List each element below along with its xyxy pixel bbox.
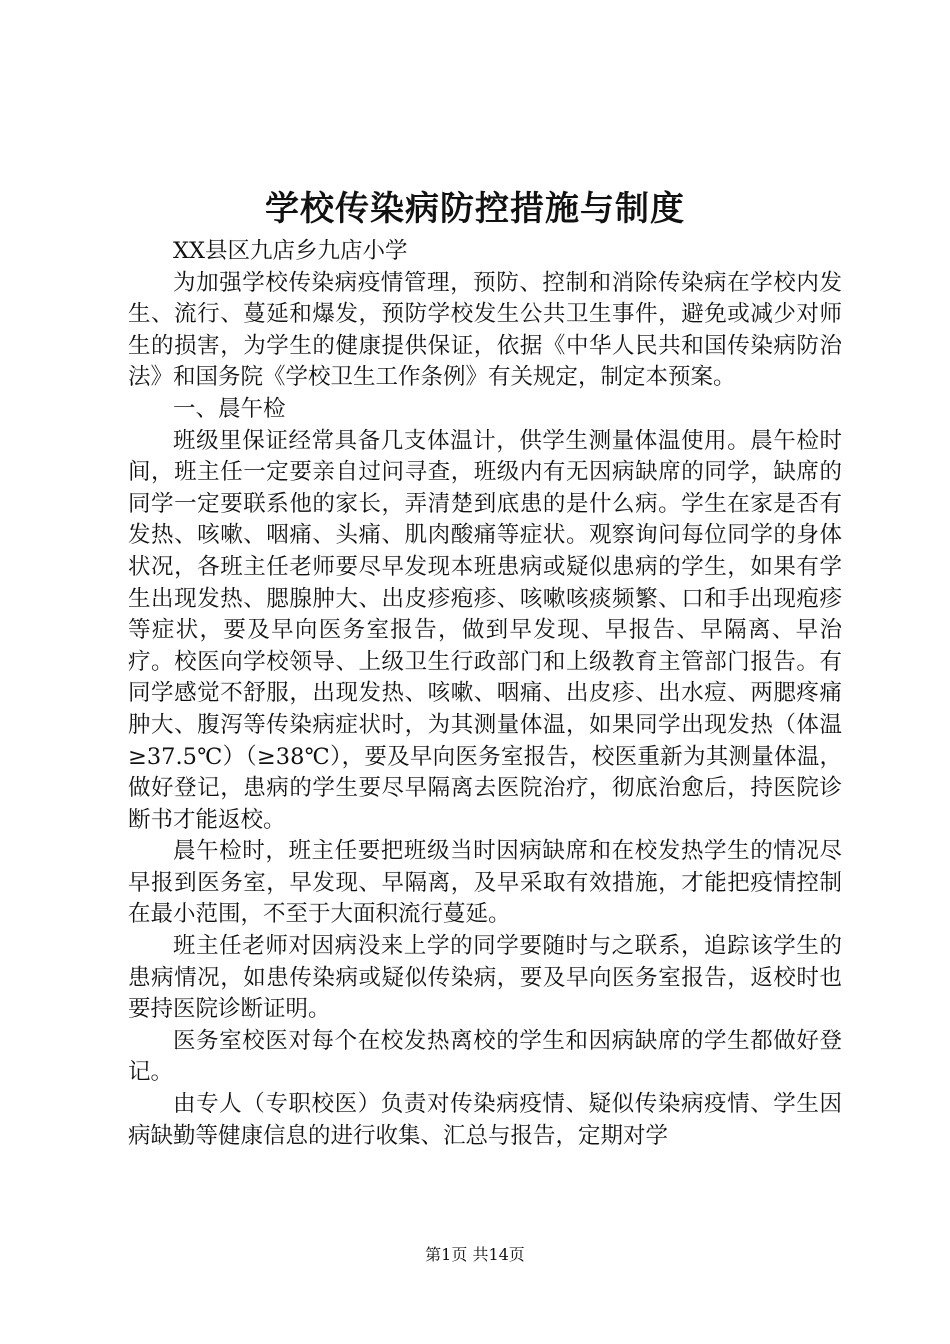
page-number-footer: 第1页 共14页 [425, 1245, 525, 1264]
document-title: 学校传染病防控措施与制度 [265, 189, 685, 229]
body-paragraph: 医务室校医对每个在校发热离校的学生和因病缺席的学生都做好登记。 [128, 1027, 842, 1086]
section-heading: 一、晨午检 [173, 395, 286, 422]
intro-paragraph: 为加强学校传染病疫情管理，预防、控制和消除传染病在学校内发生、流行、蔓延和爆发，预防学校发生公共卫生事件，避免或减少对师生的损害，为学生的健康提供保证，依据《中华人民共和国传染病防治法》和国务院《学校卫生工作条例》有关规定，制定本预案。 [128, 269, 842, 391]
body-paragraph: 班级里保证经常具备几支体温计，供学生测量体温使用。晨午检时间，班主任一定要亲自过问寻查，班级内有无因病缺席的同学，缺席的同学一定要联系他的家长，弄清楚到底患的是什么病。学生在家是否有发热、咳嗽、咽痛、头痛、肌肉酸痛等症状。观察询问每位同学的身体状况，各班主任老师要尽早发现本班患病或疑似患病的学生，如果有学生出现发热、腮腺肿大、出皮疹疱疹、咳嗽咳痰频繁、口和手出现疱疹等症状，要及早向医务室报告，做到早发现、早报告、早隔离、早治疗。校医向学校领导、上级卫生行政部门和上级教育主管部门报告。有同学感觉不舒服，出现发热、咳嗽、咽痛、出皮疹、出水痘、两腮疼痛肿大、腹泻等传染病症状时，为其测量体温，如果同学出现发热（体温≥37.5℃）（≥38℃），要及早向医务室报告，校医重新为其测量体温，做好登记，患病的学生要尽早隔离去医院治疗，彻底治愈后，持医院诊断书才能返校。 [128, 427, 842, 833]
document-body [128, 236, 842, 1152]
school-name-line: XX县区九店乡九店小学 [173, 238, 408, 264]
body-paragraph: 班主任老师对因病没来上学的同学要随时与之联系，追踪该学生的患病情况，如患传染病或疑似传染病，要及早向医务室报告，返校时也要持医院诊断证明。 [128, 933, 842, 1023]
body-paragraph: 由专人（专职校医）负责对传染病疫情、疑似传染病疫情、学生因病缺勤等健康信息的进行收集、汇总与报告，定期对学 [128, 1091, 842, 1149]
body-paragraph: 晨午检时，班主任要把班级当时因病缺席和在校发热学生的情况尽早报到医务室，早发现、早隔离，及早采取有效措施，才能把疫情控制在最小范围，不至于大面积流行蔓延。 [128, 838, 842, 928]
